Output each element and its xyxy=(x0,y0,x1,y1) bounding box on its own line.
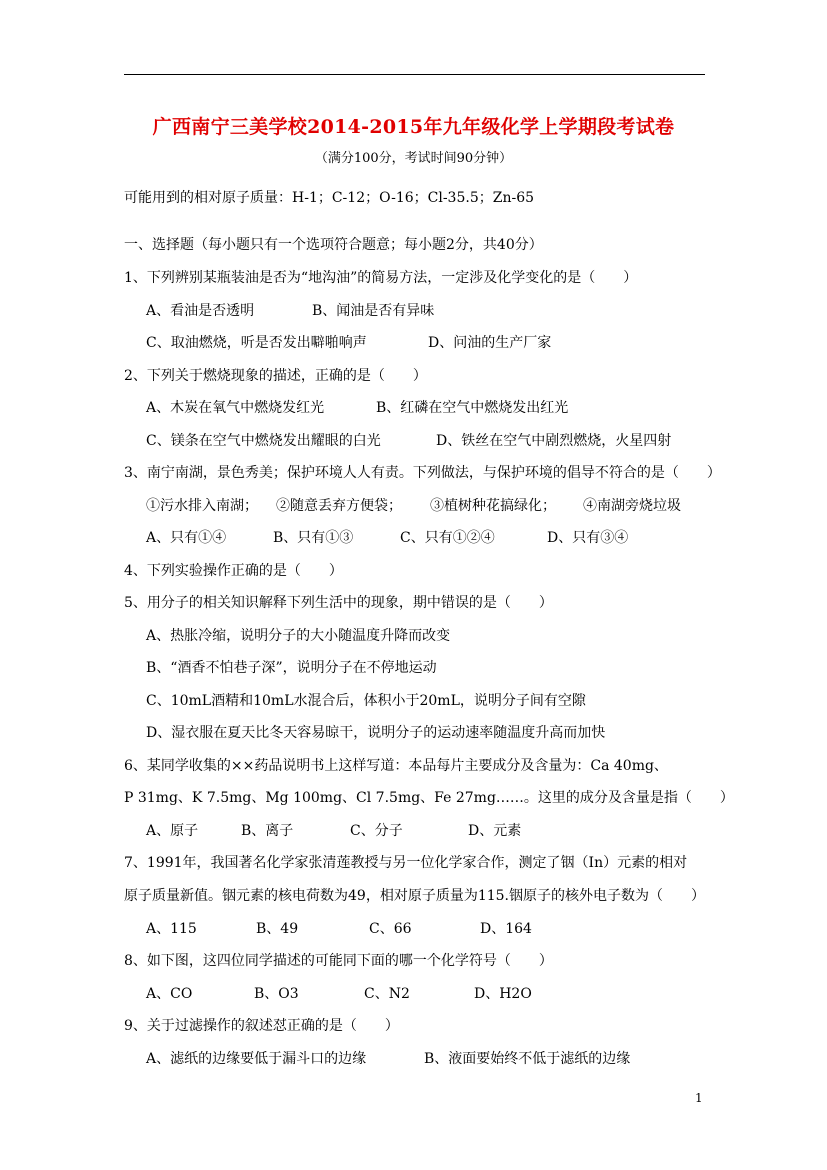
question-3-statements xyxy=(146,497,681,515)
option-b: B、红磷在空气中燃烧发出红光 xyxy=(376,400,569,416)
question-3-stem: 3、南宁南湖，景色秀美；保护环境人人有责。下列做法，与保护环境的倡导不符合的是（ ） xyxy=(124,465,721,481)
atomic-masses: 可能用到的相对原子质量：H-1；C-12；O-16；Cl-35.5；Zn-65 xyxy=(124,190,535,206)
option-a: A、115 xyxy=(146,921,197,937)
option-c: C、66 xyxy=(369,921,412,937)
question-2-stem: 2、下列关于燃烧现象的描述，正确的是（ ） xyxy=(124,368,427,384)
option-b: B、离子 xyxy=(241,823,294,839)
question-5-option-d: D、湿衣服在夏天比冬天容易晾干，说明分子的运动速率随温度升高而加快 xyxy=(146,725,606,741)
question-1-options-row1 xyxy=(146,302,434,320)
option-c: C、分子 xyxy=(350,823,403,839)
option-d: D、只有③④ xyxy=(547,530,629,546)
question-4-stem: 4、下列实验操作正确的是（ ） xyxy=(124,563,343,579)
option-a: A、原子 xyxy=(146,823,199,839)
option-d: D、问油的生产厂家 xyxy=(428,335,552,351)
option-b: B、只有①③ xyxy=(273,530,354,546)
option-b: B、液面要始终不低于滤纸的边缘 xyxy=(424,1051,631,1067)
statement-3: ③植树种花搞绿化； xyxy=(430,498,556,514)
question-8-options xyxy=(146,985,532,1003)
question-3-options xyxy=(146,529,628,547)
question-6-options xyxy=(146,822,521,840)
option-d: D、164 xyxy=(480,921,532,937)
question-2-options-row2 xyxy=(146,432,671,450)
question-5-option-b: B、“酒香不怕巷子深”，说明分子在不停地运动 xyxy=(146,660,437,676)
question-9-stem: 9、关于过滤操作的叙述怼正确的是（ ） xyxy=(124,1018,399,1034)
question-7-options xyxy=(146,920,532,938)
exam-info: （满分100分，考试时间90分钟） xyxy=(314,151,513,166)
page-number: 1 xyxy=(695,1091,703,1105)
header-rule xyxy=(124,74,705,75)
statement-1: ①污水排入南湖； xyxy=(146,498,258,514)
question-6-stem-line2: P 31mg、K 7.5mg、Mg 100mg、Cl 7.5mg、Fe 27mg……。这里的成分及含量是指（ ） xyxy=(124,790,734,806)
option-c: C、取油燃烧，听是否发出噼啪响声 xyxy=(146,335,367,351)
option-a: A、木炭在氧气中燃烧发红光 xyxy=(146,400,325,416)
question-7-stem-line1: 7、1991年，我国著名化学家张清莲教授与另一位化学家合作，测定了铟（In）元素的相对 xyxy=(124,855,688,871)
option-c: C、镁条在空气中燃烧发出耀眼的白光 xyxy=(146,433,381,449)
option-d: D、H2O xyxy=(474,986,532,1002)
section-heading: 一、选择题（每小题只有一个选项符合题意；每小题2分，共40分） xyxy=(124,237,543,253)
question-8-stem: 8、如下图，这四位同学描述的可能同下面的哪一个化学符号（ ） xyxy=(124,953,553,969)
question-7-stem-line2: 原子质量新值。铟元素的核电荷数为49，相对原子质量为115.铟原子的核外电子数为（ ） xyxy=(124,888,705,904)
question-1-stem: 1、下列辨别某瓶装油是否为“地沟油”的简易方法，一定涉及化学变化的是（ ） xyxy=(124,270,638,286)
statement-2: ②随意丢弃方便袋； xyxy=(276,498,402,514)
option-b: B、闻油是否有异味 xyxy=(312,303,435,319)
question-6-stem-line1: 6、某同学收集的××药品说明书上这样写道：本品每片主要成分及含量为：Ca 40mg、 xyxy=(124,758,668,774)
option-d: D、铁丝在空气中剧烈燃烧，火星四射 xyxy=(436,433,672,449)
page-title: 广西南宁三美学校2014-2015年九年级化学上学期段考试卷 xyxy=(152,116,675,138)
option-d: D、元素 xyxy=(468,823,522,839)
option-a: A、滤纸的边缘要低于漏斗口的边缘 xyxy=(146,1051,367,1067)
question-1-options-row2 xyxy=(146,334,551,352)
question-2-options-row1 xyxy=(146,399,568,417)
question-9-options xyxy=(146,1050,630,1068)
option-c: C、N2 xyxy=(364,986,410,1002)
statement-4: ④南湖旁烧垃圾 xyxy=(583,498,681,514)
option-a: A、CO xyxy=(146,986,193,1002)
question-5-stem: 5、用分子的相关知识解释下列生活中的现象，期中错误的是（ ） xyxy=(124,595,553,611)
option-b: B、O3 xyxy=(254,986,299,1002)
option-a: A、看油是否透明 xyxy=(146,303,255,319)
option-a: A、只有①④ xyxy=(146,530,227,546)
question-5-option-a: A、热胀冷缩，说明分子的大小随温度升降而改变 xyxy=(146,628,451,644)
question-5-option-c: C、10mL酒精和10mL水混合后，体积小于20mL，说明分子间有空隙 xyxy=(146,693,586,709)
option-b: B、49 xyxy=(256,921,299,937)
option-c: C、只有①②④ xyxy=(400,530,495,546)
